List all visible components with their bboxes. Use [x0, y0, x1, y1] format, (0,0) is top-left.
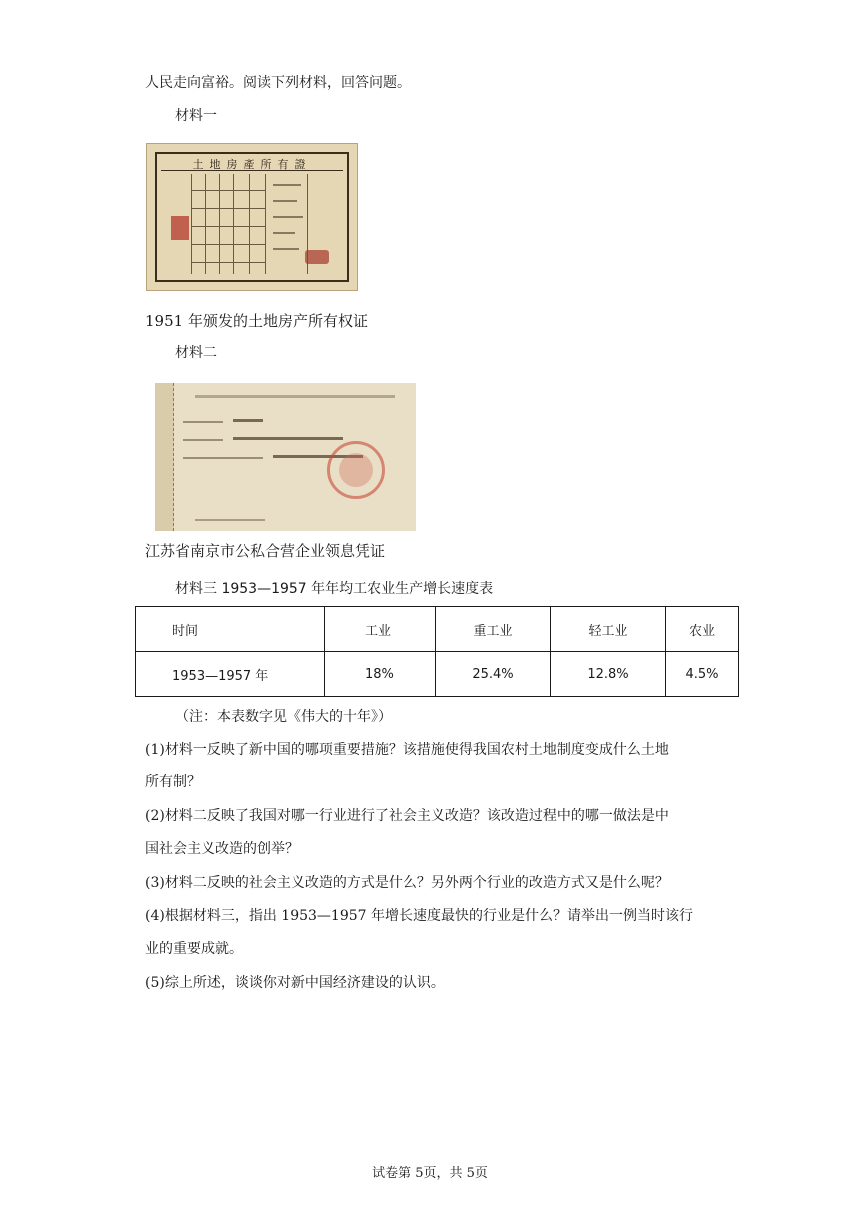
table-header-cell: 重工业 — [436, 607, 551, 652]
growth-rate-table — [135, 606, 739, 697]
table-header-cell: 工业 — [325, 607, 436, 652]
table-cell: 18% — [325, 652, 436, 697]
table-cell: 1953—1957 年 — [136, 652, 325, 697]
question-4-line-1: (4)根据材料三，指出 1953—1957 年增长速度最快的行业是什么？请举出一例当时该行 — [145, 908, 693, 924]
dividend-voucher-image — [155, 383, 416, 531]
table-header-cell: 农业 — [666, 607, 739, 652]
material3-label: 材料三 1953—1957 年年均工农业生产增长速度表 — [175, 581, 494, 597]
page-footer: 试卷第 5页，共 5页 — [372, 1166, 488, 1181]
question-5: (5)综上所述，谈谈你对新中国经济建设的认识。 — [145, 975, 445, 991]
material1-caption: 1951 年颁发的土地房产所有权证 — [145, 312, 368, 330]
table-header-row — [136, 607, 739, 652]
material2-label: 材料二 — [175, 345, 217, 361]
question-3: (3)材料二反映的社会主义改造的方式是什么？另外两个行业的改造方式又是什么呢？ — [145, 875, 669, 891]
certificate-title: 土地房產所有證 — [192, 158, 312, 171]
table-cell: 12.8% — [551, 652, 666, 697]
question-1-line-2: 所有制？ — [145, 774, 201, 790]
question-1-line-1: (1)材料一反映了新中国的哪项重要措施？该措施使得我国农村土地制度变成什么土地 — [145, 742, 669, 758]
table-note: （注：本表数字见《伟大的十年》） — [175, 709, 392, 725]
land-certificate-image — [146, 143, 358, 291]
question-2-line-1: (2)材料二反映了我国对哪一行业进行了社会主义改造？该改造过程中的哪一做法是中 — [145, 808, 669, 824]
question-4-line-2: 业的重要成就。 — [145, 941, 243, 957]
material1-label: 材料一 — [175, 108, 217, 124]
table-cell: 25.4% — [436, 652, 551, 697]
table-header-cell: 时间 — [136, 607, 325, 652]
table-header-cell: 轻工业 — [551, 607, 666, 652]
question-2-line-2: 国社会主义改造的创举？ — [145, 841, 299, 857]
material2-caption: 江苏省南京市公私合营企业领息凭证 — [145, 542, 386, 560]
intro-text: 人民走向富裕。阅读下列材料，回答问题。 — [145, 75, 411, 91]
table-row — [136, 652, 739, 697]
table-cell: 4.5% — [666, 652, 739, 697]
